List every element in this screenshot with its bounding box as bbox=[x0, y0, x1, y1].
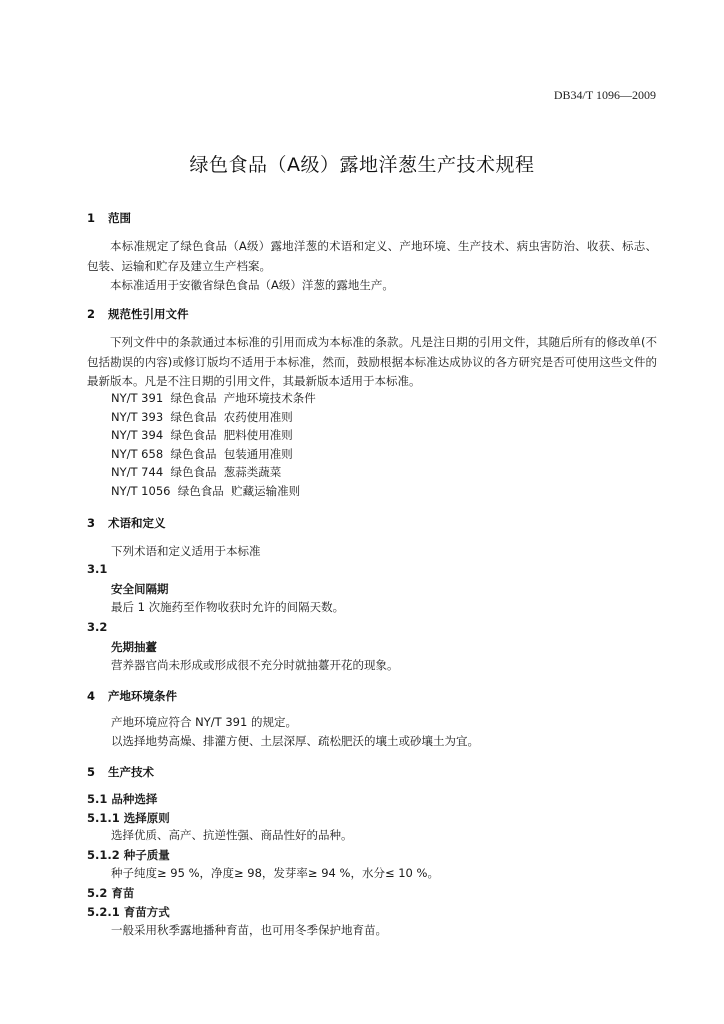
section-title: 规范性引用文件 bbox=[108, 307, 189, 321]
subsection-heading: 5.1.1 选择原则 bbox=[87, 811, 170, 825]
subsection-heading: 5.2.1 育苗方式 bbox=[87, 905, 170, 919]
standard-code: DB34/T 1096—2009 bbox=[553, 88, 656, 102]
subsection-heading: 5.2 育苗 bbox=[87, 886, 135, 900]
section-3-heading bbox=[87, 515, 166, 531]
section-title: 生产技术 bbox=[108, 765, 154, 779]
term-number: 3.1 bbox=[87, 562, 108, 576]
section-title: 产地环境条件 bbox=[108, 689, 177, 703]
paragraph: 本标准规定了绿色食品（A级）露地洋葱的术语和定义、产地环境、生产技术、病虫害防治、收获、标志、包装、运输和贮存及建立生产档案。 bbox=[87, 239, 657, 273]
section-number: 1 bbox=[87, 211, 96, 225]
reference-item: NY/T 1056 绿色食品 贮藏运输准则 bbox=[111, 483, 301, 498]
section-title: 术语和定义 bbox=[108, 516, 166, 530]
reference-item: NY/T 394 绿色食品 肥料使用准则 bbox=[111, 428, 293, 442]
reference-item: NY/T 393 绿色食品 农药使用准则 bbox=[111, 409, 293, 424]
environment-line: 以选择地势高燥、排灌方便、土层深厚、疏松肥沃的壤土或砂壤土为宜。 bbox=[111, 734, 479, 748]
document-title: 绿色食品（A级）露地洋葱生产技术规程 bbox=[189, 154, 535, 176]
reference-list bbox=[111, 389, 316, 500]
term-number: 3.2 bbox=[87, 620, 108, 634]
subsection-text: 一般采用秋季露地播种育苗，也可用冬季保护地育苗。 bbox=[111, 923, 387, 937]
environment-line: 产地环境应符合 NY/T 391 的规定。 bbox=[111, 715, 297, 729]
reference-item: NY/T 744 绿色食品 葱蒜类蔬菜 bbox=[111, 465, 282, 479]
terms-intro: 下列术语和定义适用于本标准 bbox=[111, 544, 261, 558]
section-4-heading bbox=[87, 688, 177, 704]
section-title: 范围 bbox=[108, 211, 131, 225]
section-number: 4 bbox=[87, 689, 96, 703]
term-definition: 最后 1 次施药至作物收获时允许的间隔天数。 bbox=[111, 600, 345, 614]
subsection-text: 种子纯度≥ 95 %，净度≥ 98，发芽率≥ 94 %，水分≤ 10 %。 bbox=[111, 866, 439, 880]
reference-item: NY/T 391 绿色食品 产地环境技术条件 bbox=[111, 391, 316, 405]
section-2-body bbox=[87, 333, 657, 392]
section-1-body bbox=[87, 237, 657, 296]
section-2-heading bbox=[87, 306, 189, 322]
section-5-heading bbox=[87, 764, 154, 780]
term-name: 安全间隔期 bbox=[111, 582, 169, 596]
section-number: 5 bbox=[87, 765, 96, 779]
section-number: 3 bbox=[87, 516, 96, 530]
paragraph: 本标准适用于安徽省绿色食品（A级）洋葱的露地生产。 bbox=[110, 278, 394, 292]
section-number: 2 bbox=[87, 307, 96, 321]
term-name: 先期抽薹 bbox=[111, 640, 157, 654]
reference-item: NY/T 658 绿色食品 包装通用准则 bbox=[111, 446, 293, 461]
subsection-heading: 5.1.2 种子质量 bbox=[87, 848, 170, 862]
subsection-heading: 5.1 品种选择 bbox=[87, 792, 158, 806]
subsection-text: 选择优质、高产、抗逆性强、商品性好的品种。 bbox=[111, 828, 353, 842]
paragraph: 下列文件中的条款通过本标准的引用而成为本标准的条款。凡是注日期的引用文件，其随后所有的修改单(不包括勘误的内容)或修订版均不适用于本标准，然而，鼓励根据本标准达成协议的各方研究是否可使用这些文件的最新版本。凡是不注日期的引用文件，其最新版本适用于本标准。 bbox=[87, 335, 657, 388]
section-1-heading bbox=[87, 210, 131, 226]
term-definition: 营养器官尚未形成或形成很不充分时就抽薹开花的现象。 bbox=[111, 658, 399, 672]
